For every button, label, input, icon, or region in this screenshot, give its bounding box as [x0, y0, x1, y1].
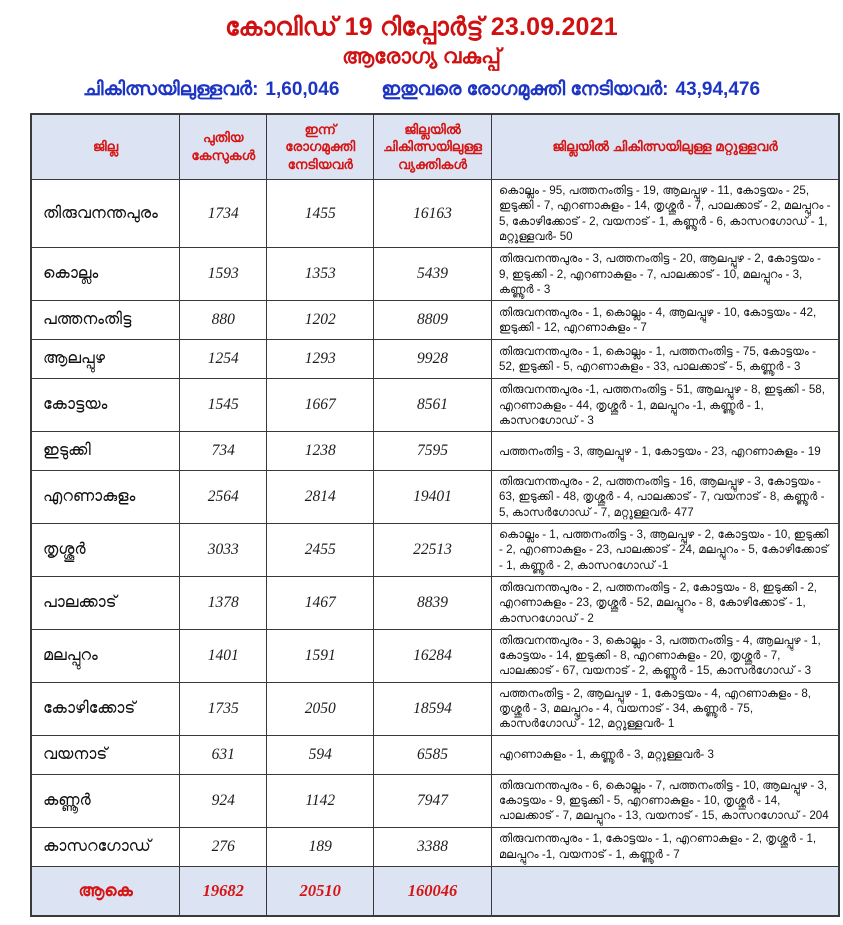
new-cases-value: 924	[180, 774, 267, 827]
table-header-row	[31, 114, 839, 180]
others-breakdown: തിരുവനന്തപുരം - 3, പത്തനംതിട്ട - 20, ആലപ്പുഴ - 2, കോട്ടയം - 9, ഇടുക്കി - 2, എറണാകുളം - 7, പാലക്കാട് - 10, മലപ്പുറം - 3, കണ്ണൂർ - 3	[492, 248, 839, 301]
under-treatment-stat	[83, 79, 339, 101]
recovered-total-label: ഇതുവരെ രോഗമുക്തി നേടിയവർ:	[381, 78, 669, 100]
recovered-today-value: 1667	[267, 379, 374, 432]
new-cases-value: 1593	[180, 248, 267, 301]
others-breakdown: തിരുവനന്തപുരം -1, പത്തനംതിട്ട - 51, ആലപ്പുഴ - 8, ഇടുക്കി - 58, എറണാകുളം - 44, തൃശ്ശൂർ - 1, മലപ്പുറം -1, കണ്ണൂർ - 1, കാസറഗോഡ് - 3	[492, 379, 839, 432]
under-treatment-value: 18594	[374, 682, 492, 735]
table-row	[31, 180, 839, 248]
department-subtitle: ആരോഗ്യ വകുപ്പ്	[342, 45, 501, 69]
total-recovered-today: 20510	[267, 866, 374, 916]
table-row	[31, 774, 839, 827]
others-breakdown: പത്തനംതിട്ട - 2, ആലപ്പുഴ - 1, കോട്ടയം - 4, എറണാകുളം - 8, തൃശ്ശൂർ - 3, മലപ്പുറം - 4, വയനാട് - 34, കണ്ണൂർ - 75, കാസർഗോഡ് - 12, മറ്റുള്ളവർ- 1	[492, 682, 839, 735]
district-name: കോഴിക്കോട്	[31, 682, 180, 735]
table-row	[31, 735, 839, 774]
recovered-total-value: 43,94,476	[675, 78, 761, 100]
recovered-today-value: 189	[267, 827, 374, 866]
col-header-new-cases: പുതിയ കേസുകൾ	[180, 114, 267, 180]
table-row	[31, 576, 839, 629]
district-name: കൊല്ലം	[31, 248, 180, 301]
others-breakdown: തിരുവനന്തപുരം - 2, പത്തനംതിട്ട - 2, കോട്ടയം - 8, ഇടുക്കി - 2, എറണാകുളം - 23, തൃശ്ശൂർ - 52, മലപ്പുറം - 8, കോഴിക്കോട് - 1, കാസറഗോഡ് - 2	[492, 576, 839, 629]
district-name: പത്തനംതിട്ട	[31, 301, 180, 340]
under-treatment-value: 16163	[374, 180, 492, 248]
district-name: ആലപ്പുഴ	[31, 340, 180, 379]
table-body	[31, 180, 839, 916]
total-label: ആകെ	[31, 866, 180, 916]
district-name: എറണാകുളം	[31, 471, 180, 524]
total-row	[31, 866, 839, 916]
under-treatment-value: 7947	[374, 774, 492, 827]
recovered-today-value: 594	[267, 735, 374, 774]
col-header-district: ജില്ല	[31, 114, 180, 180]
table-row	[31, 301, 839, 340]
under-treatment-value: 5439	[374, 248, 492, 301]
total-new-cases: 19682	[180, 866, 267, 916]
recovered-today-value: 1455	[267, 180, 374, 248]
under-treatment-value: 7595	[374, 432, 492, 471]
under-treatment-value: 8839	[374, 576, 492, 629]
table-row	[31, 248, 839, 301]
district-name: കോട്ടയം	[31, 379, 180, 432]
new-cases-value: 1545	[180, 379, 267, 432]
table-row	[31, 827, 839, 866]
table-row	[31, 629, 839, 682]
table-row	[31, 379, 839, 432]
recovered-today-value: 1467	[267, 576, 374, 629]
new-cases-value: 1735	[180, 682, 267, 735]
table-row	[31, 524, 839, 577]
recovered-today-value: 1202	[267, 301, 374, 340]
others-breakdown: പത്തനംതിട്ട - 3, ആലപ്പുഴ - 1, കോട്ടയം - 23, എറണാകുളം - 19	[492, 432, 839, 471]
table-row	[31, 471, 839, 524]
under-treatment-value: 8809	[374, 301, 492, 340]
under-treatment-value: 22513	[374, 524, 492, 577]
under-treatment-value: 8561	[374, 379, 492, 432]
recovered-today-value: 1293	[267, 340, 374, 379]
under-treatment-value: 6585	[374, 735, 492, 774]
new-cases-value: 1378	[180, 576, 267, 629]
total-under-treatment: 160046	[374, 866, 492, 916]
under-treatment-value: 1,60,046	[265, 78, 340, 100]
new-cases-value: 631	[180, 735, 267, 774]
table-row	[31, 432, 839, 471]
new-cases-value: 1734	[180, 180, 267, 248]
others-breakdown: തിരുവനന്തപുരം - 6, കൊല്ലം - 7, പത്തനംതിട്ട - 10, ആലപ്പുഴ - 3, കോട്ടയം - 9, ഇടുക്കി - 5, എറണാകുളം - 10, തൃശ്ശൂർ - 14, പാലക്കാട് - 7, മലപ്പുറം - 13, വയനാട് - 15, കാസറഗോഡ് - 204	[492, 774, 839, 827]
page-title: കോവിഡ് 19 റിപ്പോർട്ട് 23.09.2021	[225, 13, 618, 41]
others-breakdown: തിരുവനന്തപുരം - 3, കൊല്ലം - 3, പത്തനംതിട്ട - 4, ആലപ്പുഴ - 1, കോട്ടയം - 14, ഇടുക്കി - 8, എറണാകുളം - 20, തൃശ്ശൂർ - 7, പാലക്കാട് - 67, വയനാട് - 2, കണ്ണൂർ - 15, കാസർഗോഡ് - 3	[492, 629, 839, 682]
district-name: കാസറഗോഡ്	[31, 827, 180, 866]
recovered-today-value: 2814	[267, 471, 374, 524]
new-cases-value: 734	[180, 432, 267, 471]
col-header-under-treatment: ജില്ലയിൽ ചികിത്സയിലുള്ള വ്യക്തികൾ	[374, 114, 492, 180]
covid-district-table	[30, 113, 840, 917]
others-breakdown: കൊല്ലം - 1, പത്തനംതിട്ട - 3, ആലപ്പുഴ - 2, കോട്ടയം - 10, ഇടുക്കി - 2, എറണാകുളം - 23, പാലക്കാട് - 24, മലപ്പുറം - 5, കോഴിക്കോട് - 1, കണ്ണൂർ - 2, കാസറഗോഡ് -1	[492, 524, 839, 577]
others-breakdown: തിരുവനന്തപുരം - 1, കോട്ടയം - 1, എറണാകുളം - 2, തൃശ്ശൂർ - 1, മലപ്പുറം -1, വയനാട് - 1, കണ്ണൂർ - 7	[492, 827, 839, 866]
new-cases-value: 880	[180, 301, 267, 340]
others-breakdown: തിരുവനന്തപുരം - 1, കൊല്ലം - 4, ആലപ്പുഴ - 10, കോട്ടയം - 42, ഇടുക്കി - 12, എറണാകുളം - 7	[492, 301, 839, 340]
new-cases-value: 276	[180, 827, 267, 866]
recovered-today-value: 1353	[267, 248, 374, 301]
new-cases-value: 2564	[180, 471, 267, 524]
total-others	[492, 866, 839, 916]
recovered-total-stat	[381, 79, 760, 101]
recovered-today-value: 2050	[267, 682, 374, 735]
recovered-today-value: 1591	[267, 629, 374, 682]
table-row	[31, 682, 839, 735]
district-name: മലപ്പുറം	[31, 629, 180, 682]
others-breakdown: തിരുവനന്തപുരം - 2, പത്തനംതിട്ട - 16, ആലപ്പുഴ - 3, കോട്ടയം - 63, ഇടുക്കി - 48, തൃശ്ശൂർ - 4, പാലക്കാട് - 7, വയനാട് - 8, കണ്ണൂർ - 5, കാസർഗോഡ് - 7, മറ്റുള്ളവർ- 477	[492, 471, 839, 524]
col-header-recovered-today: ഇന്ന് രോഗമുക്തി നേടിയവർ	[267, 114, 374, 180]
recovered-today-value: 1238	[267, 432, 374, 471]
new-cases-value: 1401	[180, 629, 267, 682]
others-breakdown: എറണാകുളം - 1, കണ്ണൂർ - 3, മറ്റുള്ളവർ- 3	[492, 735, 839, 774]
col-header-others-under-treatment: ജില്ലയിൽ ചികിത്സയിലുള്ള മറ്റുള്ളവർ	[492, 114, 839, 180]
new-cases-value: 1254	[180, 340, 267, 379]
district-name: പാലക്കാട്	[31, 576, 180, 629]
recovered-today-value: 2455	[267, 524, 374, 577]
district-name: കണ്ണൂർ	[31, 774, 180, 827]
new-cases-value: 3033	[180, 524, 267, 577]
district-name: ഇടുക്കി	[31, 432, 180, 471]
district-name: വയനാട്	[31, 735, 180, 774]
report-header	[0, 0, 843, 101]
recovered-today-value: 1142	[267, 774, 374, 827]
under-treatment-value: 16284	[374, 629, 492, 682]
others-breakdown: കൊല്ലം - 95, പത്തനംതിട്ട - 19, ആലപ്പുഴ - 11, കോട്ടയം - 25, ഇടുക്കി - 7, എറണാകുളം - 14, തൃശ്ശൂർ - 7, പാലക്കാട് - 2, മലപ്പുറം - 5, കോഴിക്കോട് - 2, വയനാട് - 1, കണ്ണൂർ - 6, കാസറഗോഡ് - 1, മറ്റുള്ളവർ- 50	[492, 180, 839, 248]
under-treatment-value: 19401	[374, 471, 492, 524]
table-row	[31, 340, 839, 379]
district-name: തിരുവനന്തപുരം	[31, 180, 180, 248]
summary-stats	[0, 79, 843, 101]
district-name: തൃശ്ശൂർ	[31, 524, 180, 577]
others-breakdown: തിരുവനന്തപുരം - 1, കൊല്ലം - 1, പത്തനംതിട്ട - 75, കോട്ടയം - 52, ഇടുക്കി - 5, എറണാകുളം - 33, പാലക്കാട് - 5, കണ്ണൂർ - 3	[492, 340, 839, 379]
under-treatment-value: 3388	[374, 827, 492, 866]
under-treatment-label: ചികിത്സയിലുള്ളവർ:	[82, 78, 259, 100]
under-treatment-value: 9928	[374, 340, 492, 379]
